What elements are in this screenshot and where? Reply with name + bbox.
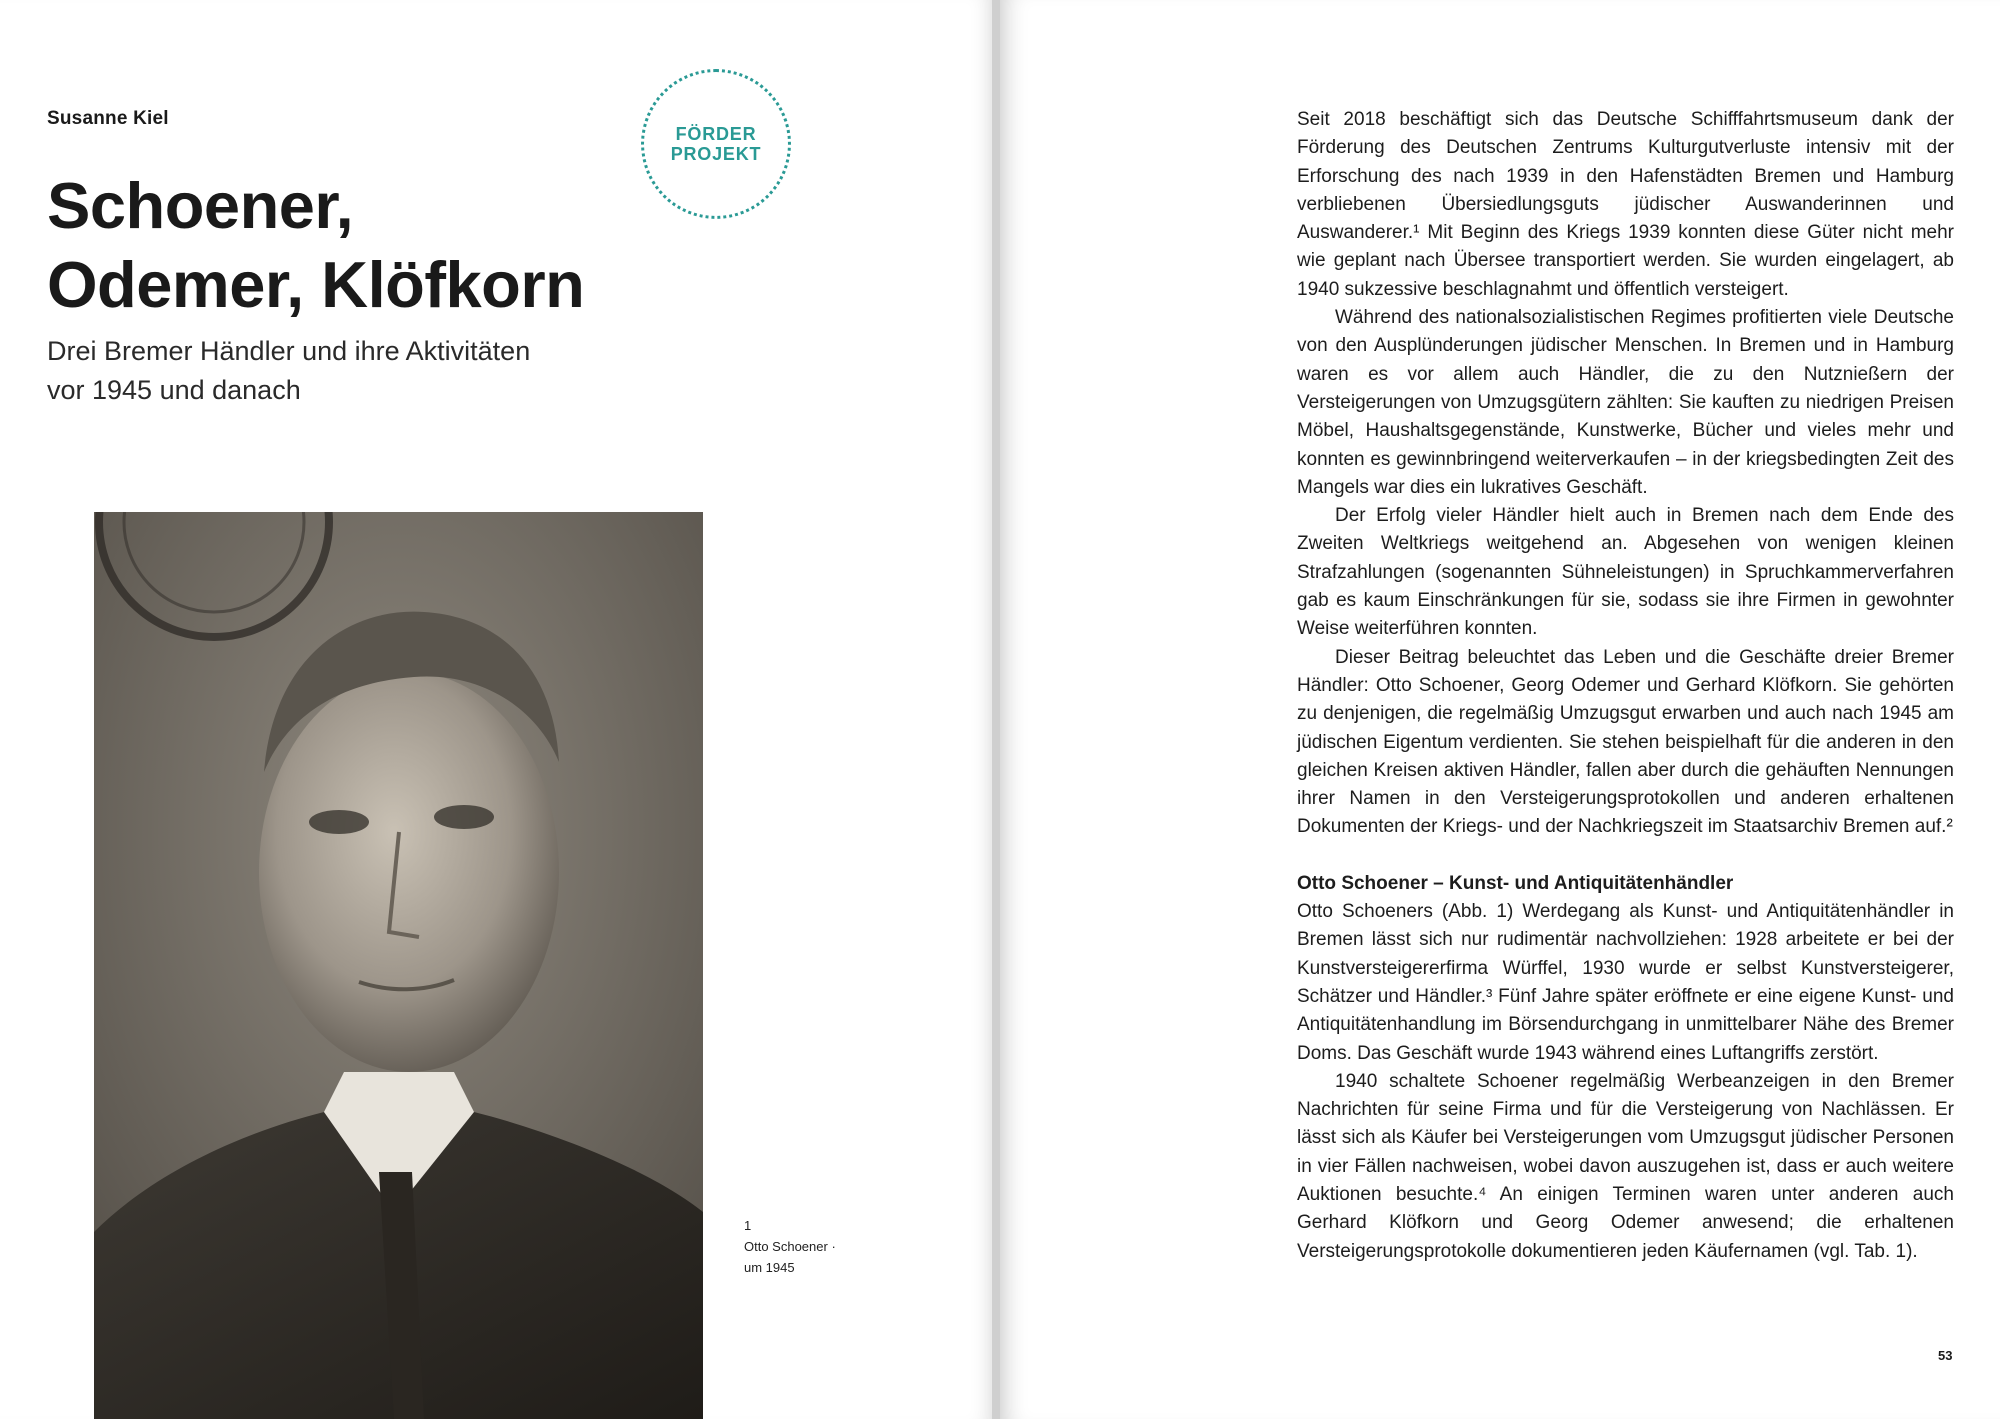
body-paragraph: Seit 2018 beschäftigt sich das Deutsche Schifffahrtsmuseum dank der Förderung des Deutschen Zentrums Kulturgutverluste intensiv mit der Erforschung des nach 1939 in den Hafenstädten Bremen und Hamburg verbliebenen Übersiedlungsguts jüdischer Auswanderinnen und Auswanderer.¹ Mit Beginn des Kriegs 1939 konnten diese Güter nicht mehr wie geplant nach Übersee transportiert werden. Sie wurden eingelagert, ab 1940 sukzessive beschlagnahmt und öffentlich versteigert.	[1297, 109, 1954, 300]
caption-line-2: um 1945	[744, 1260, 795, 1275]
caption-number: 1	[744, 1218, 752, 1233]
body-paragraph: Der Erfolg vieler Händler hielt auch in Bremen nach dem Ende des Zweiten Weltkriegs weitgehend an. Abgesehen von wenigen kleinen Strafzahlungen (sogenannten Sühneleistungen) in Spruchkammerverfahren gab es kaum Einschränkungen für sie, sodass sie ihre Firmen in gewohnter Weise weiterführen konnten.	[1297, 505, 1954, 640]
right-page	[1000, 0, 2000, 1419]
section-heading: Otto Schoener – Kunst- und Antiquitätenhändler	[1297, 872, 1734, 894]
caption-line-1: Otto Schoener ·	[744, 1239, 836, 1254]
author-name: Susanne Kiel	[47, 108, 169, 129]
page-number: 53	[1938, 1348, 1953, 1363]
portrait-illustration	[94, 512, 703, 1419]
badge-line-2: PROJEKT	[670, 144, 762, 164]
article-subtitle	[47, 332, 530, 410]
badge-line-1: FÖRDER	[675, 124, 757, 144]
title-line-2: Odemer, Klöfkorn	[47, 248, 585, 321]
foerderprojekt-badge	[641, 69, 791, 219]
article-body	[1297, 106, 1954, 1266]
subtitle-line-2: vor 1945 und danach	[47, 375, 301, 405]
book-gutter	[992, 0, 1000, 1419]
left-page	[0, 0, 992, 1419]
body-paragraph: Dieser Beitrag beleuchtet das Leben und die Geschäfte dreier Bremer Händler: Otto Schoener, Georg Odemer und Gerhard Klöfkorn. Sie gehörten zu denjenigen, die regelmäßig Umzugsgut erwarben und auch nach 1945 am jüdischen Eigentum verdienten. Sie stehen beispielhaft für die anderen in den gleichen Kreisen aktiven Händler, fallen aber durch die gehäuften Nennungen ihrer Namen in den Versteigerungsprotokollen und anderen erhaltenen Dokumenten der Kriegs- und der Nachkriegszeit im Staatsarchiv Bremen auf.²	[1297, 646, 1954, 838]
subtitle-line-1: Drei Bremer Händler und ihre Aktivitäten	[47, 336, 531, 366]
article-title	[47, 166, 584, 324]
photo-caption	[744, 1215, 836, 1278]
portrait-photo	[94, 512, 703, 1419]
section-paragraph: 1940 schaltete Schoener regelmäßig Werbeanzeigen in den Bremer Nachrichten für seine Firma und für die Versteigerung von Nachlässen. Er lässt sich als Käufer bei Versteigerungen vom Umzugsgut jüdischer Personen in vier Fällen nachweisen, wobei davon auszugehen ist, dass er auch weitere Auktionen besuchte.⁴ An einigen Terminen waren unter anderen auch Gerhard Klöfkorn und Georg Odemer anwesend; die erhaltenen Versteigerungsprotokolle dokumentieren jeden Käufernamen (vgl. Tab. 1).	[1297, 1070, 1954, 1262]
title-line-1: Schoener,	[47, 169, 354, 242]
body-paragraph: Während des nationalsozialistischen Regimes profitierten viele Deutsche von den Ausplünderungen jüdischer Menschen. In Bremen und in Hamburg waren es vor allem auch Händler, die zu den Nutznießern der Versteigerungen von Umzugsgütern zählten: Sie kauften zu niedrigen Preisen Möbel, Haushaltsgegenstände, Kunstwerke, Bücher und vieles mehr und konnten es gewinnbringend weiterverkaufen – in der kriegsbedingten Zeit des Mangels war dies ein lukratives Geschäft.	[1297, 307, 1954, 498]
section-paragraph: Otto Schoeners (Abb. 1) Werdegang als Kunst- und Antiquitätenhändler in Bremen lässt sich nur rudimentär nachvollziehen: 1928 arbeitete er bei der Kunstversteigererfirma Würffel, 1930 wurde er selbst Kunstversteigerer, Schätzer und Händler.³ Fünf Jahre später eröffnete er eine eigene Kunst- und Antiquitätenhandlung im Börsendurchgang in unmittelbarer Nähe des Bremer Doms. Das Geschäft wurde 1943 während eines Luftangriffs zerstört.	[1297, 901, 1954, 1064]
